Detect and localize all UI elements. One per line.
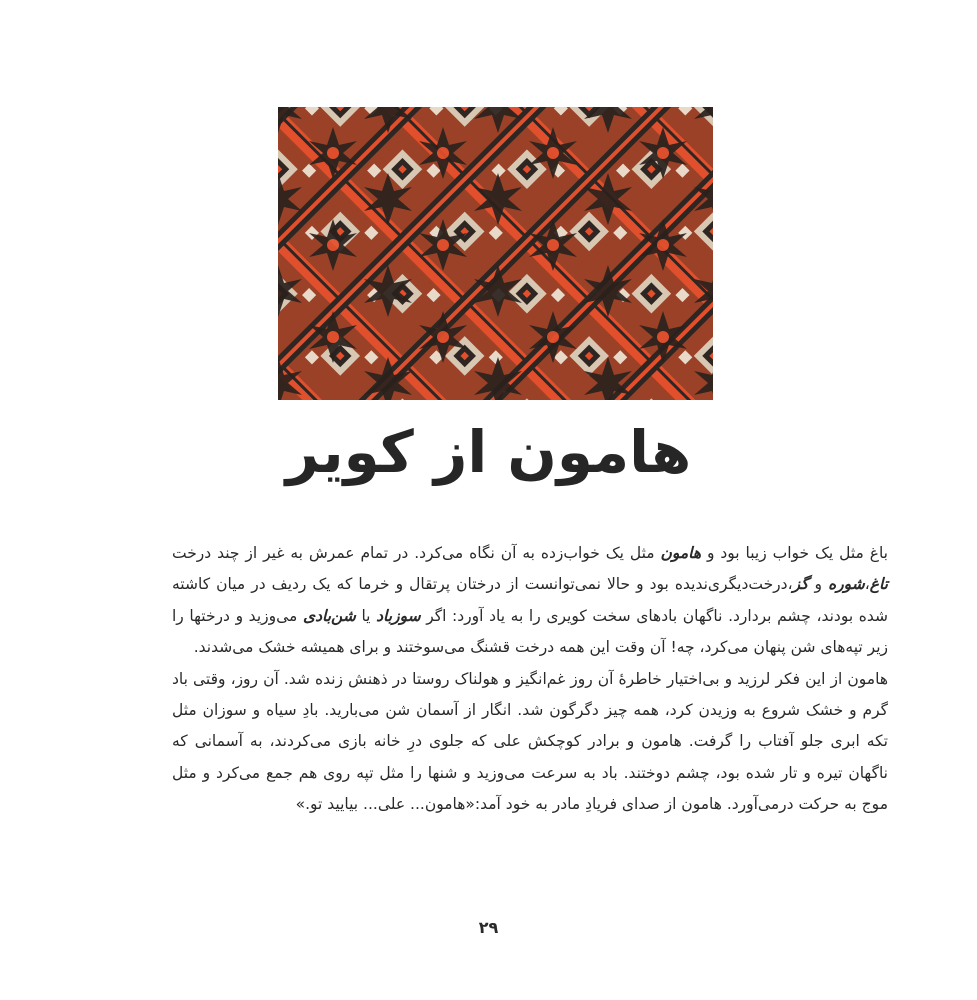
story-text: [172, 538, 888, 821]
paragraph-2: هامون از این فکر لرزید و بی‌اختیار خاطرهٔ آن روز غم‌انگیز و هولناک روستا در ذهنش زنده شد. آن روز، وقتی باد گرم و خشک شروع به وزیدن کرد، همه چیز دگرگون شد. انگار از آسمان شن می‌بارید. بادِ سیاه و سوزان مثل تکه ابری جلو آفتاب را گرفت. هامون و برادر کوچکش علی که جلوی درِ خانه بازی می‌کردند، به آسمانی که ناگهان تیره و تار شده بود، چشم دوختند. باد به سرعت می‌وزید و شنها را مثل تپه روی هم جمع می‌کرد و مثل موج به حرکت درمی‌آورد. هامون از صدای فریادِ مادر به خود آمد:«هامون... علی... بیایید تو.»: [172, 669, 888, 814]
paragraph-1: باغ مثل یک خواب زیبا بود و هامون مثل یک خواب‌زده به آن نگاه می‌کرد. در تمام عمرش به غیر از چند درخت تاغ،شوره و گز،درخت‌دیگری‌ندیده بود و حالا نمی‌توانست از درختان پرتقال و خرما که یک ردیف در میان کاشته شده بودند، چشم بردارد. ناگهان بادهای سخت کویری را به یاد آورد: اگر سوزباد یا شن‌بادی می‌وزید و درختها را زیر تپه‌های شن پنهان می‌کرد، چه! آن وقت این همه درخت قشنگ می‌سوختند و برای همیشه خشک می‌شدند.: [172, 544, 889, 657]
kilim-pattern-graphic: [278, 107, 713, 400]
page-number: ۲۹: [478, 918, 499, 937]
textile-pattern-image: [278, 107, 713, 400]
chapter-title: هامون از کویر: [285, 418, 692, 486]
